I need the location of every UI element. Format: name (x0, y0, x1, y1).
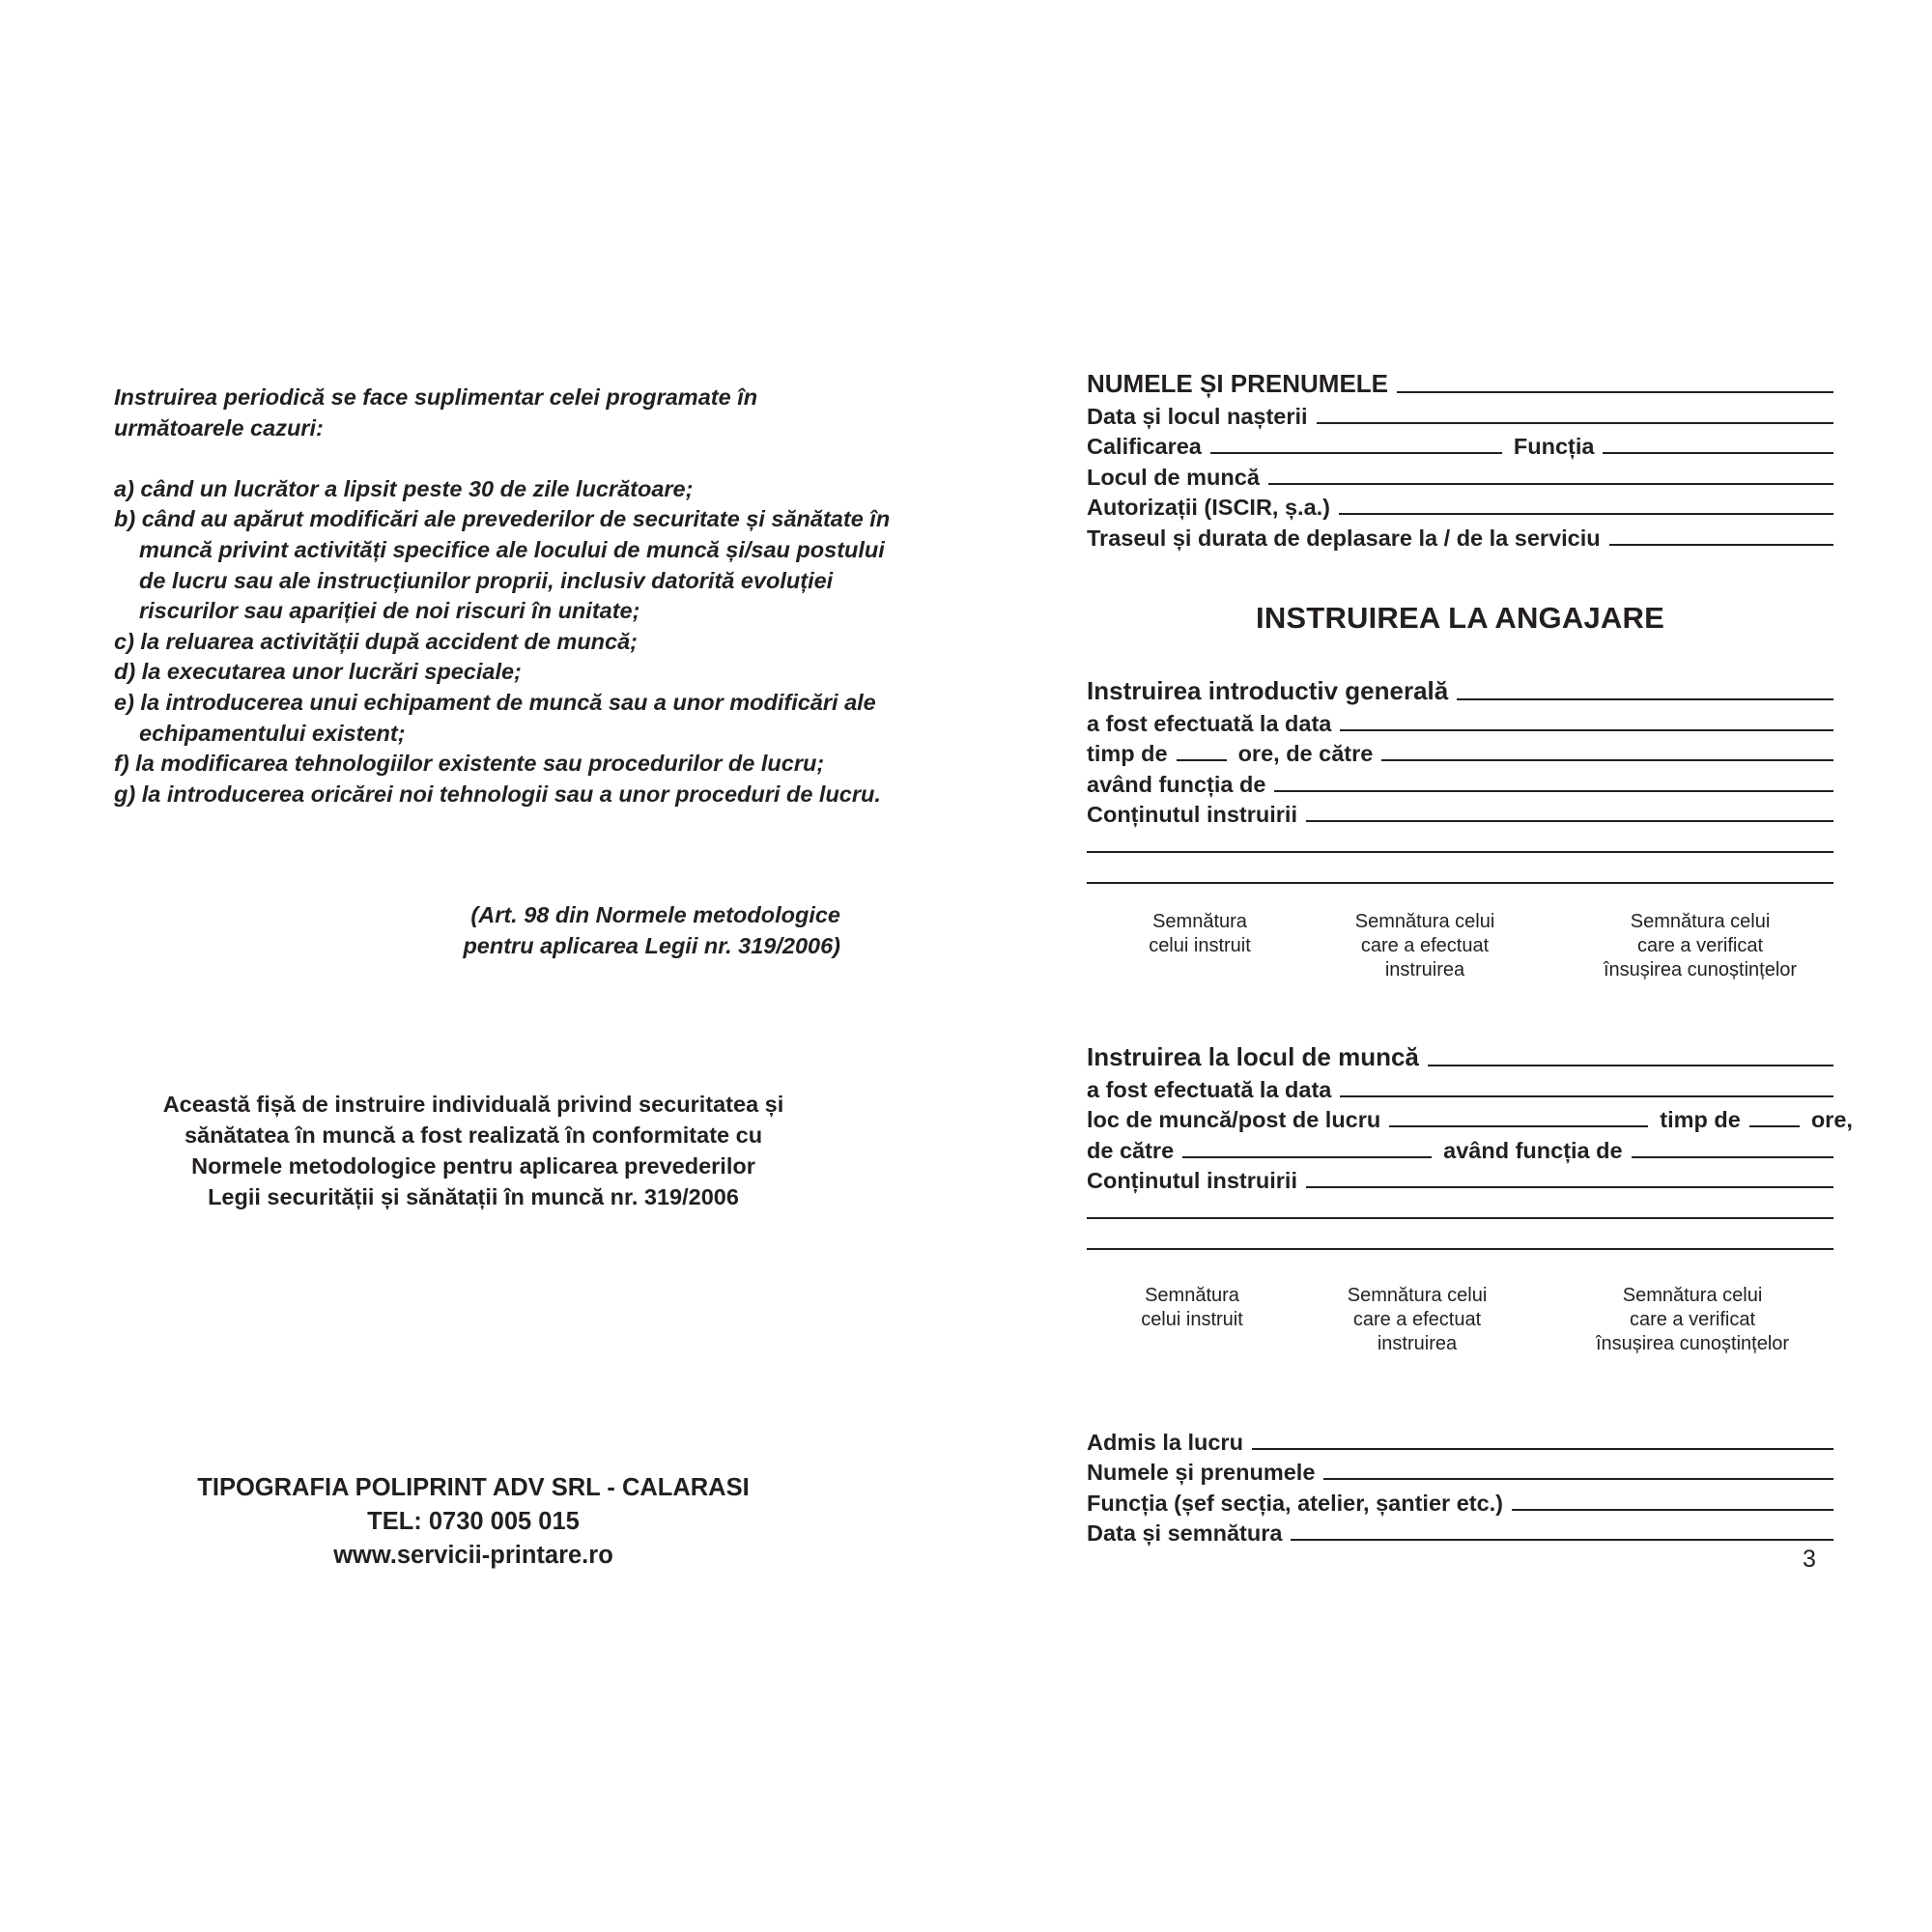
workplace-hours-field[interactable] (1749, 1125, 1800, 1127)
general-function-field[interactable] (1274, 790, 1833, 792)
qualification-row (1087, 430, 1833, 461)
workplace-date-row (1087, 1072, 1833, 1103)
general-time-prefix: timp de (1087, 741, 1168, 767)
conformity-line-3: Normele metodologice pentru aplicarea prevederilor (191, 1153, 755, 1179)
workplace-function-field[interactable] (1632, 1156, 1833, 1158)
right-page (966, 0, 1932, 1932)
workplace-training-row (1087, 1040, 1833, 1072)
conformity-statement (106, 1089, 840, 1212)
authorizations-label: Autorizații (ISCIR, ș.a.) (1087, 495, 1330, 521)
workplace-date-label: a fost efectuată la data (1087, 1076, 1332, 1102)
workplace-content-field[interactable] (1306, 1186, 1833, 1188)
cases-list (114, 474, 906, 810)
workplace-date-field[interactable] (1340, 1095, 1833, 1097)
signature-verifier-2-line-1: Semnătura celui (1622, 1285, 1763, 1306)
general-time-suffix: ore, de către (1237, 741, 1374, 767)
conformity-line-2: sănătatea în muncă a fost realizată în conformitate cu (184, 1122, 763, 1148)
signature-verifier-2-line-3: însușirea cunoștințelor (1595, 1333, 1790, 1354)
signature-trainer-line-2: care a efectuat (1360, 935, 1490, 956)
commute-label: Traseul și durata de deplasare la / de la serviciu (1087, 525, 1601, 551)
admit-name-row (1087, 1456, 1833, 1487)
general-content-line-3 (1087, 859, 1833, 890)
conformity-line-1: Această fișă de instruire individuală privind securitatea și (162, 1092, 784, 1117)
workplace-row (1087, 460, 1833, 491)
general-time-row (1087, 737, 1833, 768)
general-date-row (1087, 706, 1833, 737)
signature-trainer-2-line-2: care a efectuat (1352, 1309, 1482, 1330)
personal-data-section (1087, 367, 1833, 552)
section-heading: INSTRUIREA LA ANGAJARE (1256, 601, 1664, 635)
signature-trainee (1127, 910, 1272, 958)
workplace-training-field[interactable] (1428, 1065, 1833, 1066)
qualification-label: Calificarea (1087, 434, 1202, 460)
general-content-field-2[interactable] (1087, 851, 1833, 853)
printer-website: www.servicii-printare.ro (333, 1542, 613, 1569)
general-content-field[interactable] (1306, 820, 1833, 822)
signature-trainer-line-1: Semnătura celui (1354, 911, 1495, 932)
workplace-training-section (1087, 1040, 1853, 1256)
article-ref-line-2: pentru aplicarea Legii nr. 319/2006) (463, 932, 840, 958)
conformity-line-4: Legii securității și sănătații în muncă nr. 319/2006 (208, 1184, 739, 1209)
general-training-section (1087, 674, 1833, 890)
name-field[interactable] (1397, 391, 1833, 393)
workplace-content-field-3[interactable] (1087, 1248, 1833, 1250)
workplace-time-prefix: timp de (1660, 1107, 1741, 1133)
admitted-row (1087, 1425, 1833, 1456)
signature-verifier-2-line-2: care a verificat (1629, 1309, 1756, 1330)
intro-line-2: următoarele cazuri: (114, 414, 324, 440)
periodic-training-conditions (114, 383, 906, 810)
workplace-label: Locul de muncă (1087, 464, 1260, 490)
general-training-row (1087, 674, 1833, 706)
article-ref-line-1: (Art. 98 din Normele metodologice (470, 902, 840, 927)
signature-trainee-2 (1120, 1284, 1264, 1332)
birth-field[interactable] (1317, 422, 1833, 424)
signature-trainee-2-line-2: celui instruit (1141, 1309, 1243, 1330)
general-content-label: Conținutul instruirii (1087, 802, 1297, 828)
commute-field[interactable] (1609, 544, 1833, 546)
printer-info (145, 1471, 802, 1573)
signature-verifier-2 (1572, 1284, 1813, 1356)
workplace-post-label: loc de muncă/post de lucru (1087, 1107, 1381, 1133)
function-label: Funcția (1513, 434, 1595, 460)
general-training-field[interactable] (1457, 698, 1833, 700)
workplace-time-suffix: ore, (1810, 1107, 1853, 1133)
admit-name-field[interactable] (1323, 1478, 1833, 1480)
printer-name: TIPOGRAFIA POLIPRINT ADV SRL - CALARASI (197, 1474, 750, 1501)
admit-name-label: Numele și prenumele (1087, 1460, 1316, 1486)
general-content-line-2 (1087, 828, 1833, 859)
case-c: c) la reluarea activității după accident de muncă; (114, 628, 638, 654)
printer-phone: TEL: 0730 005 015 (367, 1508, 580, 1535)
general-training-label: Instruirea introductiv generală (1087, 676, 1449, 705)
general-function-label: având funcția de (1087, 771, 1266, 797)
signature-verifier-line-2: care a verificat (1636, 935, 1764, 956)
name-label: NUMELE ȘI PRENUMELE (1087, 369, 1389, 398)
admit-function-field[interactable] (1512, 1509, 1833, 1511)
admit-date-field[interactable] (1291, 1539, 1833, 1541)
general-date-field[interactable] (1340, 729, 1833, 731)
article-reference (367, 900, 840, 961)
workplace-content-field-2[interactable] (1087, 1217, 1833, 1219)
workplace-content-label: Conținutul instruirii (1087, 1168, 1297, 1194)
workplace-post-field[interactable] (1389, 1125, 1648, 1127)
case-a: a) când un lucrător a lipsit peste 30 de zile lucrătoare; (114, 475, 694, 501)
birth-label: Data și locul nașterii (1087, 403, 1308, 429)
qualification-field[interactable] (1210, 452, 1502, 454)
case-g: g) la introducerea oricărei noi tehnologii sau a unor proceduri de lucru. (114, 781, 881, 807)
general-trainer-field[interactable] (1381, 759, 1833, 761)
general-date-label: a fost efectuată la data (1087, 710, 1332, 736)
admit-function-row (1087, 1486, 1833, 1517)
signature-trainer (1328, 910, 1521, 982)
signature-verifier-line-3: însușirea cunoștințelor (1603, 959, 1798, 980)
function-field[interactable] (1603, 452, 1833, 454)
signature-trainer-2-line-3: instruirea (1377, 1333, 1458, 1354)
commute-row (1087, 521, 1833, 552)
workplace-post-row (1087, 1103, 1853, 1134)
case-b: b) când au apărut modificări ale prevederilor de securitate și sănătate în muncă privint activități specifice ale locului de muncă și/sau postului de lucru sau ale instrucțiunilor proprii, inclusiv datorită evoluției riscurilor sau apariției de noi riscuri în unitate; (114, 506, 891, 624)
workplace-function-label: având funcția de (1443, 1137, 1623, 1163)
workplace-trainer-row (1087, 1133, 1833, 1164)
signature-trainee-2-line-1: Semnătura (1145, 1285, 1239, 1306)
name-row (1087, 367, 1833, 399)
case-e: e) la introducerea unui echipament de muncă sau a unor modificări ale echipamentului existent; (114, 689, 876, 746)
signature-trainee-line-1: Semnătura (1152, 911, 1247, 932)
birth-row (1087, 399, 1833, 430)
admitted-label: Admis la lucru (1087, 1429, 1243, 1455)
signature-trainee-line-2: celui instruit (1149, 935, 1251, 956)
admit-date-row (1087, 1517, 1833, 1548)
general-hours-field[interactable] (1177, 759, 1227, 761)
signature-trainer-2 (1321, 1284, 1514, 1356)
workplace-field[interactable] (1268, 483, 1833, 485)
general-content-row (1087, 798, 1833, 829)
authorizations-row (1087, 491, 1833, 522)
admit-date-label: Data și semnătura (1087, 1520, 1283, 1547)
signature-verifier-line-1: Semnătura celui (1630, 911, 1771, 932)
admitted-field[interactable] (1252, 1448, 1833, 1450)
general-function-row (1087, 767, 1833, 798)
authorizations-field[interactable] (1339, 513, 1833, 515)
workplace-by-label: de către (1087, 1137, 1175, 1163)
case-d: d) la executarea unor lucrări speciale; (114, 659, 522, 685)
workplace-content-row (1087, 1164, 1833, 1195)
workplace-trainer-field[interactable] (1182, 1156, 1432, 1158)
workplace-content-line-3 (1087, 1225, 1833, 1256)
signature-trainer-2-line-1: Semnătura celui (1347, 1285, 1488, 1306)
workplace-training-label: Instruirea la locul de muncă (1087, 1042, 1419, 1071)
admission-section (1087, 1425, 1833, 1547)
page-number: 3 (1803, 1546, 1816, 1573)
case-f: f) la modificarea tehnologiilor existente sau procedurilor de lucru; (114, 751, 825, 777)
intro-line-1: Instruirea periodică se face suplimentar celei programate în (114, 384, 758, 410)
general-content-field-3[interactable] (1087, 882, 1833, 884)
signature-verifier (1579, 910, 1821, 982)
admit-function-label: Funcția (șef secția, atelier, șantier etc.) (1087, 1490, 1504, 1516)
workplace-content-line-2 (1087, 1194, 1833, 1225)
signature-trainer-line-3: instruirea (1384, 959, 1465, 980)
